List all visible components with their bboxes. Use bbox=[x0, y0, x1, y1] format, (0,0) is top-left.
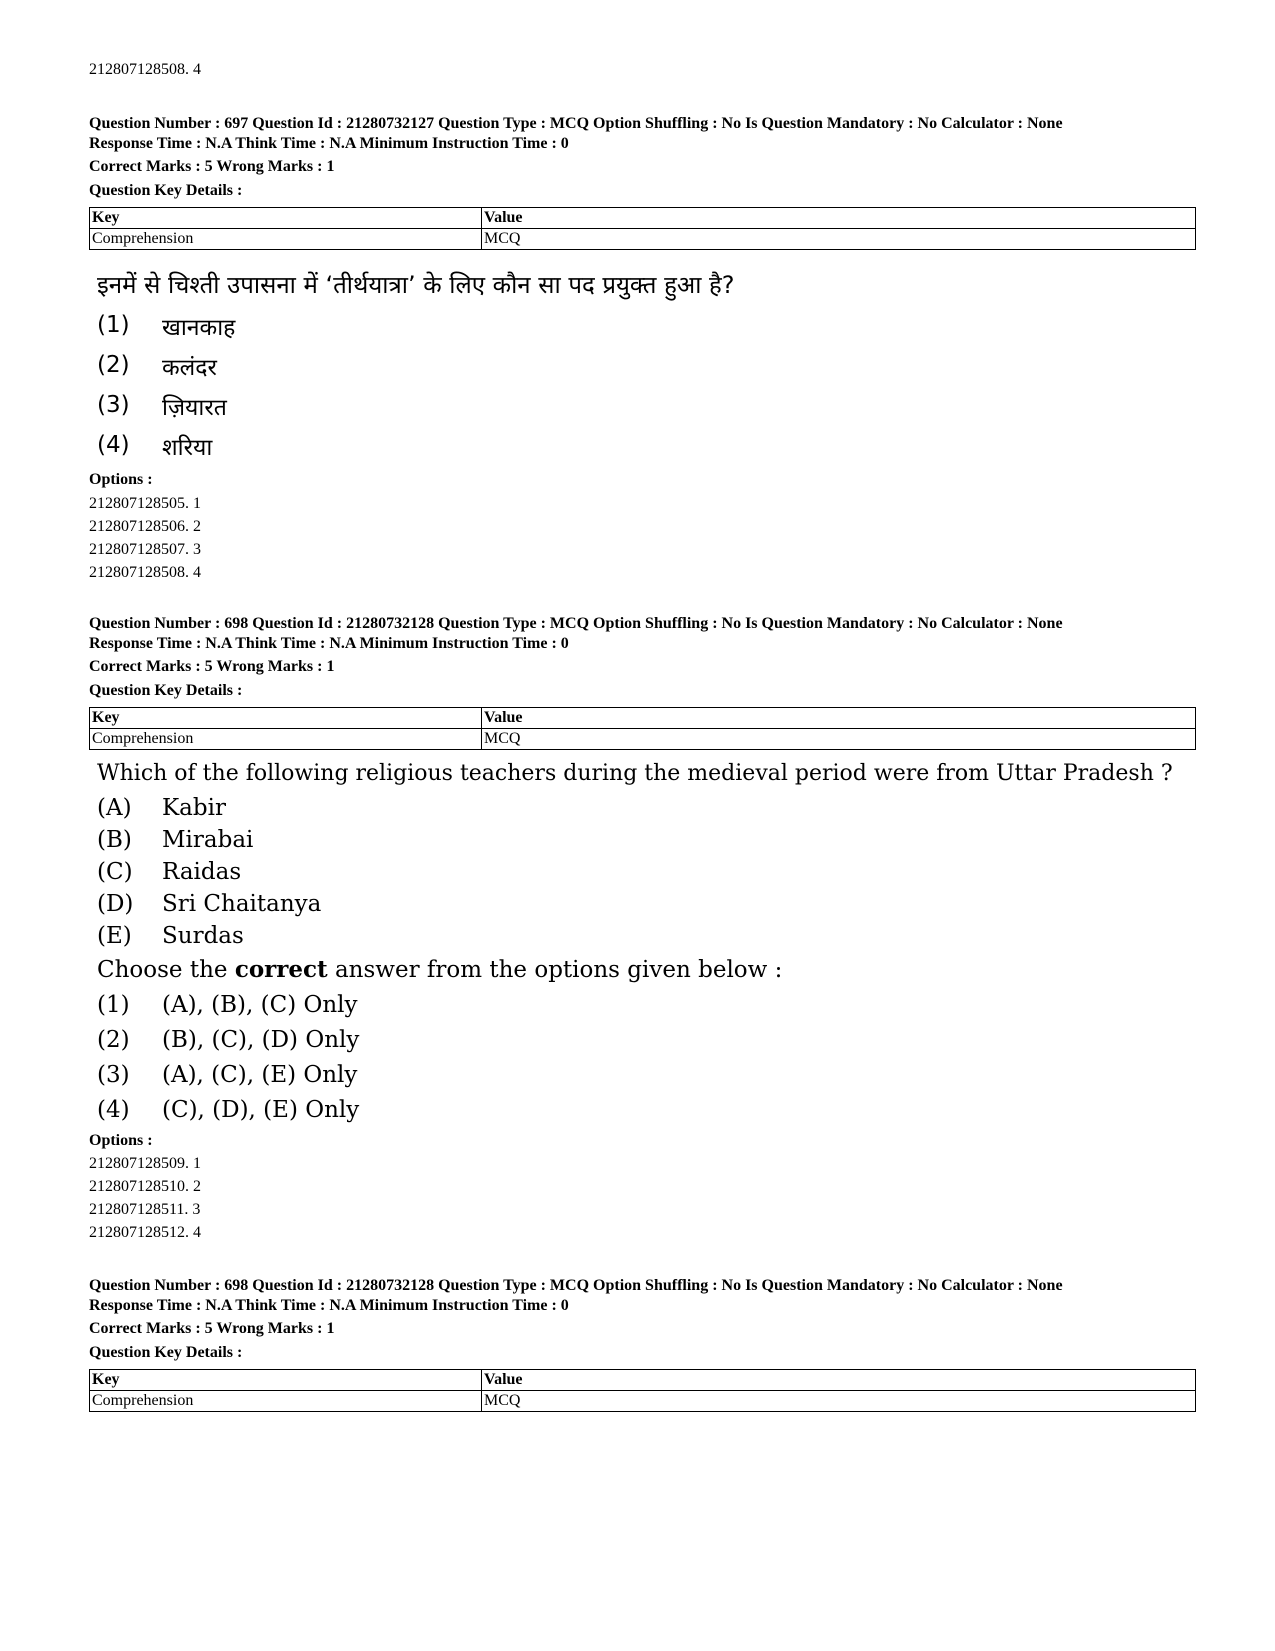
q698b-meta-line-1: Question Number : 698 Question Id : 21280732128 Question Type : MCQ Option Shuffling : No Is Question Mandatory : No Calculator : None bbox=[89, 1277, 1063, 1294]
q698-choice-3-number: (3) bbox=[97, 1062, 130, 1088]
q698-meta-line-2: Response Time : N.A Think Time : N.A Minimum Instruction Time : 0 bbox=[89, 635, 569, 652]
q698-item-e-text: Surdas bbox=[162, 923, 244, 949]
table-header-key: Key bbox=[90, 208, 482, 229]
q698-choice-4-number: (4) bbox=[97, 1097, 130, 1123]
table-cell-value: MCQ bbox=[482, 229, 1196, 250]
table-cell-value: MCQ bbox=[482, 729, 1196, 750]
q698-option-id-4: 212807128512. 4 bbox=[89, 1224, 201, 1241]
q697-meta-line-2: Response Time : N.A Think Time : N.A Minimum Instruction Time : 0 bbox=[89, 135, 569, 152]
q697-choice-3-number: (3) bbox=[97, 392, 130, 418]
q697-choice-3-text: ज़ियारत bbox=[162, 395, 227, 421]
q697-options-label: Options : bbox=[89, 471, 153, 488]
q697-meta-line-1: Question Number : 697 Question Id : 21280732127 Question Type : MCQ Option Shuffling : No Is Question Mandatory : No Calculator : None bbox=[89, 115, 1063, 132]
table-cell-value: MCQ bbox=[482, 1391, 1196, 1412]
q698-item-c-text: Raidas bbox=[162, 859, 242, 885]
q697-choice-1-text: खानकाह bbox=[162, 315, 236, 341]
q698-option-id-3: 212807128511. 3 bbox=[89, 1201, 201, 1218]
table-header-value: Value bbox=[482, 708, 1196, 729]
q697-key-table bbox=[89, 207, 1196, 250]
q698b-key-details-label: Question Key Details : bbox=[89, 1344, 243, 1361]
table-header-key: Key bbox=[90, 1370, 482, 1391]
q698-item-a-label: (A) bbox=[97, 795, 132, 821]
table-header-key: Key bbox=[90, 708, 482, 729]
q698-key-table bbox=[89, 707, 1196, 750]
instruction-pre: Choose the bbox=[97, 957, 235, 983]
q697-option-id-3: 212807128507. 3 bbox=[89, 541, 201, 558]
table-header-row bbox=[90, 1370, 1196, 1391]
q698-question-text: Which of the following religious teachers during the medieval period were from Uttar Pradesh ? bbox=[97, 761, 1173, 786]
q698-item-b-label: (B) bbox=[97, 827, 132, 853]
q697-choice-2-number: (2) bbox=[97, 352, 130, 378]
q698-option-id-2: 212807128510. 2 bbox=[89, 1178, 201, 1195]
table-cell-key: Comprehension bbox=[90, 229, 482, 250]
q698b-key-table bbox=[89, 1369, 1196, 1412]
previous-option-line: 212807128508. 4 bbox=[89, 61, 201, 78]
q698-key-details-label: Question Key Details : bbox=[89, 682, 243, 699]
table-header-row bbox=[90, 208, 1196, 229]
q697-choice-2-text: कलंदर bbox=[162, 355, 217, 381]
q698-choice-2-text: (B), (C), (D) Only bbox=[162, 1027, 360, 1053]
q698-choice-1-text: (A), (B), (C) Only bbox=[162, 992, 358, 1018]
q697-option-id-4: 212807128508. 4 bbox=[89, 564, 201, 581]
q697-option-id-1: 212807128505. 1 bbox=[89, 495, 201, 512]
q698-item-a-text: Kabir bbox=[162, 795, 226, 821]
table-cell-key: Comprehension bbox=[90, 729, 482, 750]
q698-item-c-label: (C) bbox=[97, 859, 133, 885]
q697-choice-4-text: शरिया bbox=[162, 435, 213, 461]
q697-question-text: इनमें से चिश्ती उपासना में ‘तीर्थयात्रा’ के लिए कौन सा पद प्रयुक्त हुआ है? bbox=[97, 271, 735, 299]
instruction-post: answer from the options given below : bbox=[327, 957, 783, 983]
table-row bbox=[90, 1391, 1196, 1412]
table-header-value: Value bbox=[482, 208, 1196, 229]
q698-options-label: Options : bbox=[89, 1132, 153, 1149]
q698-meta-line-1: Question Number : 698 Question Id : 21280732128 Question Type : MCQ Option Shuffling : No Is Question Mandatory : No Calculator : None bbox=[89, 615, 1063, 632]
table-header-row bbox=[90, 708, 1196, 729]
q698b-marks: Correct Marks : 5 Wrong Marks : 1 bbox=[89, 1320, 335, 1337]
q697-choice-4-number: (4) bbox=[97, 432, 130, 458]
q698-choice-4-text: (C), (D), (E) Only bbox=[162, 1097, 360, 1123]
table-header-value: Value bbox=[482, 1370, 1196, 1391]
instruction-bold: correct bbox=[234, 956, 328, 983]
table-row bbox=[90, 229, 1196, 250]
q697-choice-1-number: (1) bbox=[97, 312, 130, 338]
q698-item-d-label: (D) bbox=[97, 891, 134, 917]
q698-instruction bbox=[97, 956, 782, 983]
table-cell-key: Comprehension bbox=[90, 1391, 482, 1412]
q698-item-e-label: (E) bbox=[97, 923, 132, 949]
q698-choice-1-number: (1) bbox=[97, 992, 130, 1018]
q698-choice-2-number: (2) bbox=[97, 1027, 130, 1053]
q698b-meta-line-2: Response Time : N.A Think Time : N.A Minimum Instruction Time : 0 bbox=[89, 1297, 569, 1314]
table-row bbox=[90, 729, 1196, 750]
q698-choice-3-text: (A), (C), (E) Only bbox=[162, 1062, 358, 1088]
q698-marks: Correct Marks : 5 Wrong Marks : 1 bbox=[89, 658, 335, 675]
q697-option-id-2: 212807128506. 2 bbox=[89, 518, 201, 535]
q697-key-details-label: Question Key Details : bbox=[89, 182, 243, 199]
q698-option-id-1: 212807128509. 1 bbox=[89, 1155, 201, 1172]
q697-marks: Correct Marks : 5 Wrong Marks : 1 bbox=[89, 158, 335, 175]
q698-item-b-text: Mirabai bbox=[162, 827, 254, 853]
q698-item-d-text: Sri Chaitanya bbox=[162, 891, 322, 917]
